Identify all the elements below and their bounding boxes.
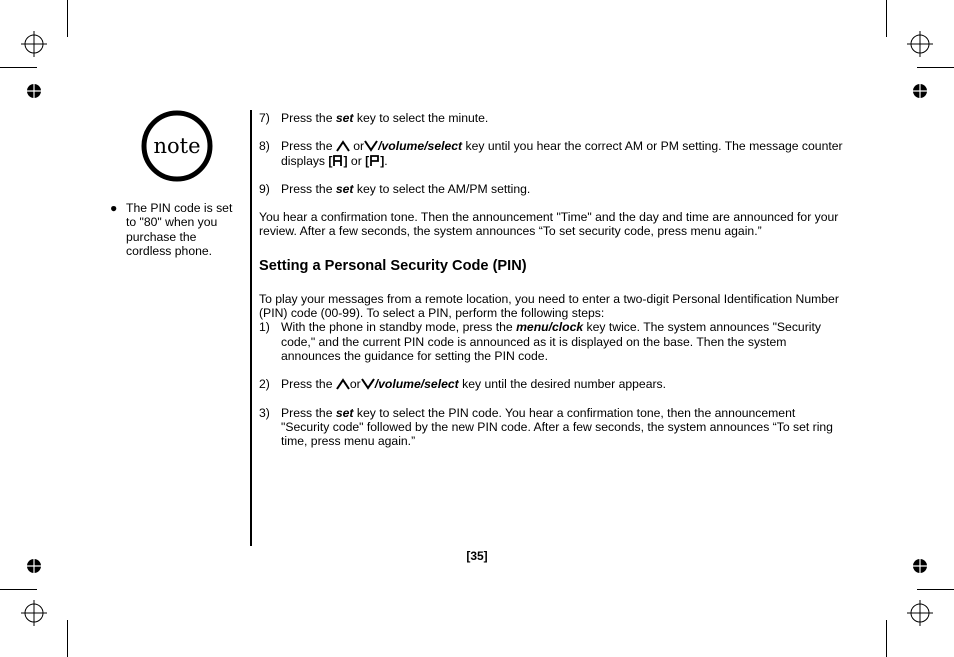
crop-mark-bottom-right-v [886, 620, 887, 657]
crop-mark-bottom-left-h [0, 589, 37, 590]
down-arrow-icon [361, 378, 375, 390]
lcd-a-icon: [ ] [328, 153, 348, 168]
crop-mark-bottom-left-v [67, 620, 68, 657]
crop-mark-top-left-v [67, 0, 68, 37]
registration-crosshair-icon [907, 31, 933, 57]
intro-paragraph: To play your messages from a remote location, you need to enter a two-digit Personal Identification Number (PIN) code (00-99). To select a PIN, perform the following steps: [259, 291, 839, 321]
list-item: 9) Press the set key to select the AM/PM setting. [259, 181, 531, 196]
up-arrow-icon [336, 140, 350, 152]
note-logo-text: note [153, 134, 201, 158]
column-divider [250, 110, 252, 546]
main-content [259, 111, 844, 448]
bullet-icon: ● [110, 201, 118, 215]
list-item: 7) Press the set key to select the minute. [259, 111, 489, 125]
crop-mark-bottom-right-h [917, 589, 954, 590]
list-item: 3) Press the set key to select the PIN code. You hear a confirmation tone, then the announcement "Security code" followed by the new PIN code. After a few seconds, the system announces “To set ring time, press menu again.” [259, 405, 833, 449]
registration-dot-icon [911, 82, 929, 100]
crop-mark-top-right-v [886, 0, 887, 37]
key-name: /volume/select [378, 139, 463, 154]
registration-crosshair-icon [21, 600, 47, 626]
section-heading: Setting a Personal Security Code (PIN) [259, 257, 527, 274]
list-item: 8) Press the or /volume/select key until you hear the correct AM or PM setting. The message counter displays [ ] or [ ]. [259, 139, 843, 168]
key-name: set [335, 111, 354, 125]
sidebar-note-text: The PIN code is set to "80" when you purchase the cordless phone. [126, 201, 233, 258]
key-name: /volume/select [374, 377, 459, 392]
registration-dot-icon [25, 82, 43, 100]
registration-crosshair-icon [21, 31, 47, 57]
key-name: set [335, 405, 354, 420]
crop-mark-top-right-h [917, 67, 954, 68]
lcd-p-icon: [ ] [365, 153, 385, 168]
page-number: [35] [466, 549, 488, 563]
note-logo-icon [141, 110, 213, 182]
confirmation-paragraph: You hear a confirmation tone. Then the announcement "Time" and the day and time are announced for your review. After a few seconds, the system announces “To set security code, press menu again.” [259, 210, 839, 239]
list-item: 2) Press the or /volume/select key until the desired number appears. [259, 377, 667, 392]
list-item: 1) With the phone in standby mode, press the menu/clock key twice. The system announces "Security code," and the current PIN code is announced as it is displayed on the base. Then the system announces the guidance for setting the PIN code. [259, 320, 821, 363]
key-name: menu/clock [516, 320, 584, 335]
key-name: set [335, 181, 354, 196]
registration-crosshair-icon [907, 600, 933, 626]
crop-mark-top-left-h [0, 67, 37, 68]
up-arrow-icon [336, 378, 350, 390]
down-arrow-icon [364, 140, 378, 152]
